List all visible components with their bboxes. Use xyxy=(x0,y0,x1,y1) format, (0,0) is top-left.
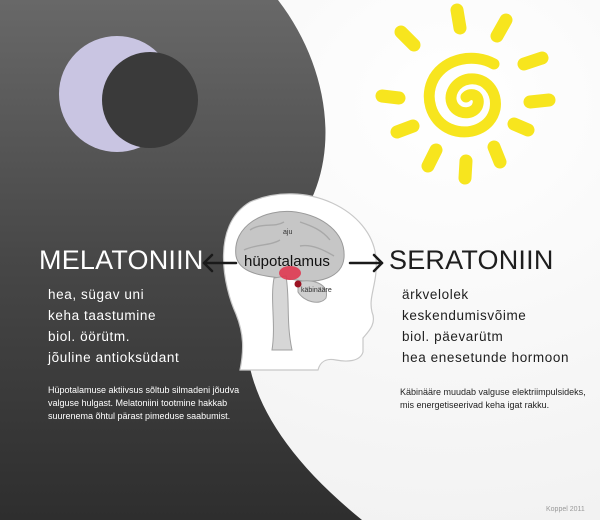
credit-text: Koppel 2011 xyxy=(546,506,585,513)
serotonin-title: SERATONIIN xyxy=(389,245,554,275)
pineal-gland-label: käbinääre xyxy=(301,287,332,294)
list-item: jõuline antioksüdant xyxy=(48,350,180,365)
melatonin-benefits-list xyxy=(48,284,179,368)
list-item: hea enesetunde hormoon xyxy=(402,350,570,365)
list-item: keskendumisvõime xyxy=(402,308,527,323)
serotonin-description: Käbinääre muudab valguse elektriimpulsideks, mis energetiseerivad keha igat rakku. xyxy=(400,387,586,410)
list-item: biol. päevarütm xyxy=(402,329,504,344)
list-item: biol. öörütm. xyxy=(48,329,131,344)
list-item: hea, sügav uni xyxy=(48,287,145,302)
hypothalamus-label: hüpotalamus xyxy=(244,253,330,270)
list-item: keha taastumine xyxy=(48,308,157,323)
brain-label: aju xyxy=(283,229,293,236)
serotonin-benefits-list xyxy=(402,284,569,368)
melatonin-title: MELATONIIN xyxy=(39,245,204,275)
melatonin-description: Hüpotalamuse aktiivsus sõltub silmadeni jõudva valguse hulgast. Melatoniini tootmine hakkab suurenema õhtul pärast pimeduse saabumist. xyxy=(48,385,240,421)
list-item: ärkvelolek xyxy=(402,287,469,302)
